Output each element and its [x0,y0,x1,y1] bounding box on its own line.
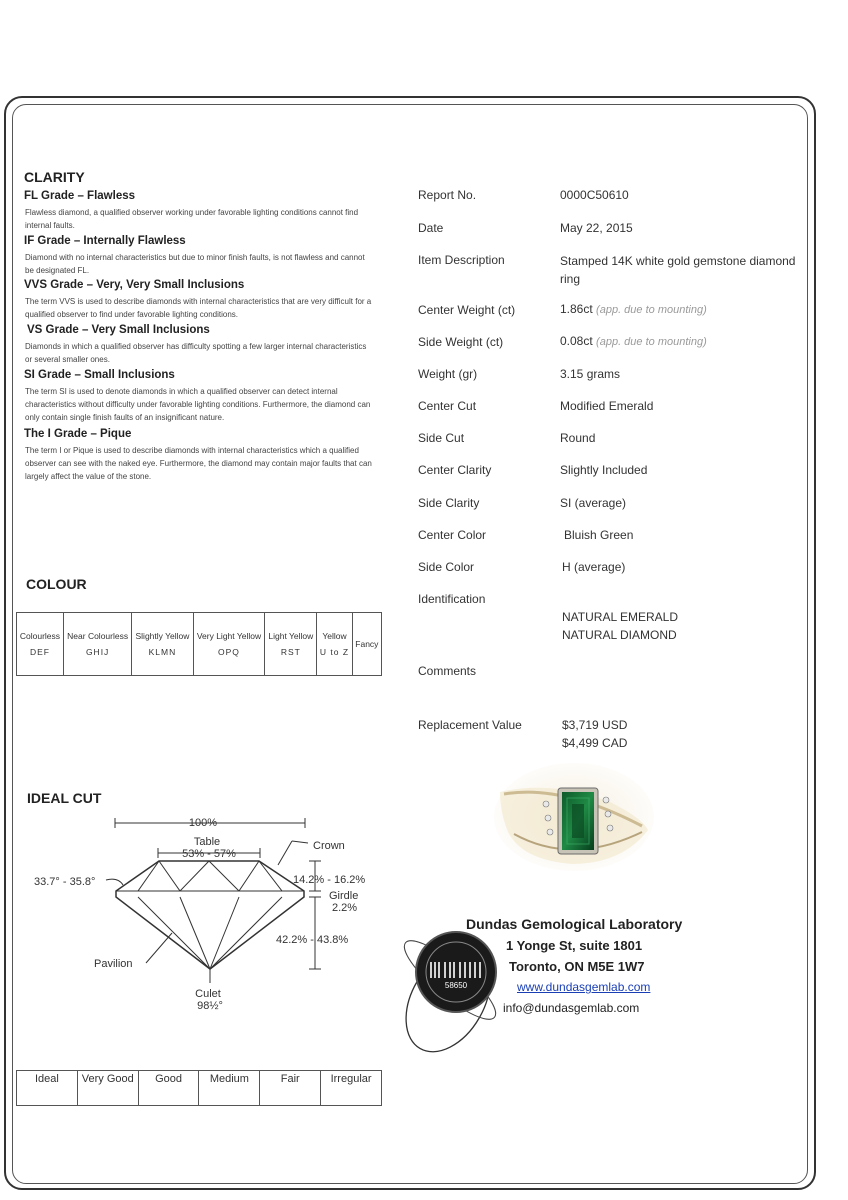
colour-name: Slightly Yellow [135,631,190,641]
cut-grade-cell: Fair [260,1071,321,1106]
field-label-side-clarity: Side Clarity [418,496,480,510]
colour-code: OPQ [218,647,240,657]
label-table-range: 53% - 57% [182,848,236,860]
field-label-center-clarity: Center Clarity [418,463,492,477]
diamond-cut-diagram [28,815,378,1015]
grade-title-vvs: VVS Grade – Very, Very Small Inclusions [24,279,245,291]
field-label-date: Date [418,221,444,235]
ring-photo [492,760,657,875]
label-pavilion-depth: 42.2% - 43.8% [276,934,349,946]
field-label-side-cut: Side Cut [418,431,465,445]
colour-code: U to Z [319,647,350,657]
grade-title-i: The I Grade – Pique [24,428,132,440]
grade-title-if: IF Grade – Internally Flawless [24,235,186,247]
field-label-replacement-value: Replacement Value [418,718,522,732]
label-culet-angle: 98½° [197,1000,223,1012]
colour-name: Very Light Yellow [196,631,262,641]
cut-grade-cell: Good [138,1071,199,1106]
grade-desc-i: The term I or Pique is used to describe diamonds with internal characteristics which a qualified observer can see with the naked eye. Furthermore, the diamond may contain major faults that can largely affect the value of the stone. [25,446,372,481]
seal-number: 58650 [444,981,468,990]
colour-code: GHIJ [85,647,110,657]
colour-name: Colourless [19,631,61,641]
field-value-side-cut: Round [560,431,596,445]
grade-desc-if: Diamond with no internal characteristics but due to minor finish faults, is not flawless and cannot be designated FL. [25,253,365,275]
lab-info [466,914,682,1019]
lab-address-line-2: Toronto, ON M5E 1W7 [509,959,645,974]
grade-desc-si: The term SI is used to denote diamonds in which a qualified observer can detect internal characteristics without difficulty under favorable lighting conditions. Furthermore, the diamond can only contain single finish faults of an insignificant nature. [25,387,371,422]
label-crown-height: 14.2% - 16.2% [293,874,366,886]
grade-desc-vvs: The term VVS is used to describe diamonds with internal characteristics that are very difficult for a qualified observer to find under favorable lighting conditions. [25,297,372,319]
colour-name: Near Colourless [67,631,129,641]
colour-heading: COLOUR [26,576,87,592]
field-value-center-weight: 1.86ct (app. due to mounting) [560,302,707,316]
label-width: 100% [188,817,218,829]
label-crown: Crown [313,840,345,852]
cut-grade-cell: Medium [199,1071,260,1106]
field-value-center-cut: Modified Emerald [560,399,654,413]
colour-cell [63,613,131,676]
colour-cell [132,613,193,676]
lab-website-link[interactable]: www.dundasgemlab.com [517,980,651,994]
cut-grade-table [16,1070,382,1106]
field-value-center-clarity: Slightly Included [560,463,648,477]
lab-address-line-1: 1 Yonge St, suite 1801 [506,938,643,953]
field-value-side-weight: 0.08ct (app. due to mounting) [560,334,707,348]
field-value-report-no: 0000C50610 [560,188,629,202]
grade-desc-vs: Diamonds in which a qualified observer has difficulty spotting a few larger internal characteristics or several smaller ones. [25,342,367,364]
clarity-heading: CLARITY [24,169,85,185]
field-value-side-clarity: SI (average) [560,496,627,510]
colour-name: Yellow [322,631,347,641]
label-pavilion: Pavilion [94,958,133,970]
lab-email: info@dundasgemlab.com [503,1001,640,1015]
cut-grade-cell: Ideal [17,1071,78,1106]
label-crown-angle: 33.7° - 35.8° [34,876,96,888]
field-value-date: May 22, 2015 [560,221,633,235]
field-label-item-description: Item Description [418,253,505,267]
label-girdle: Girdle [329,890,359,902]
cut-grade-cell: Irregular [321,1071,382,1106]
cut-grade-cell: Very Good [77,1071,138,1106]
colour-cell [352,613,381,676]
lab-name: Dundas Gemological Laboratory [466,916,683,932]
colour-name: Fancy [355,639,379,649]
colour-name: Light Yellow [268,631,314,641]
field-label-comments: Comments [418,664,477,678]
colour-cell [17,613,64,676]
field-label-report-no: Report No. [418,188,477,202]
field-value-center-color: Bluish Green [564,528,634,542]
colour-code: KLMN [148,647,177,657]
field-value-weight: 3.15 grams [560,367,621,381]
field-value-item-description: Stamped 14K white gold gemstone diamond ring [560,254,796,286]
field-label-center-cut: Center Cut [418,399,477,413]
grade-title-vs: VS Grade – Very Small Inclusions [27,324,210,336]
grade-desc-fl: Flawless diamond, a qualified observer working under favorable lighting conditions cannot find internal faults. [25,208,359,230]
ideal-cut-heading: IDEAL CUT [27,790,102,806]
grade-title-fl: FL Grade – Flawless [24,190,136,202]
label-girdle-pct: 2.2% [332,902,358,914]
field-label-weight: Weight (gr) [418,367,478,381]
label-culet: Culet [195,988,221,1000]
grade-title-si: SI Grade – Small Inclusions [24,369,175,381]
field-value-replacement-cad: $4,499 CAD [562,736,628,750]
field-label-side-weight: Side Weight (ct) [418,335,504,349]
colour-scale-table [16,612,382,676]
colour-code: DEF [29,647,50,657]
field-label-center-weight: Center Weight (ct) [418,303,516,317]
field-label-side-color: Side Color [418,560,475,574]
colour-code: RST [280,647,301,657]
field-value-side-color: H (average) [562,560,626,574]
label-table: Table [193,836,221,848]
colour-cell [265,613,317,676]
field-label-center-color: Center Color [418,528,487,542]
colour-cell [193,613,265,676]
field-value-replacement-usd: $3,719 USD [562,718,628,732]
field-value-identification-2: NATURAL DIAMOND [562,628,677,642]
field-label-identification: Identification [418,592,486,606]
field-value-identification-1: NATURAL EMERALD [562,610,679,624]
colour-cell [317,613,352,676]
